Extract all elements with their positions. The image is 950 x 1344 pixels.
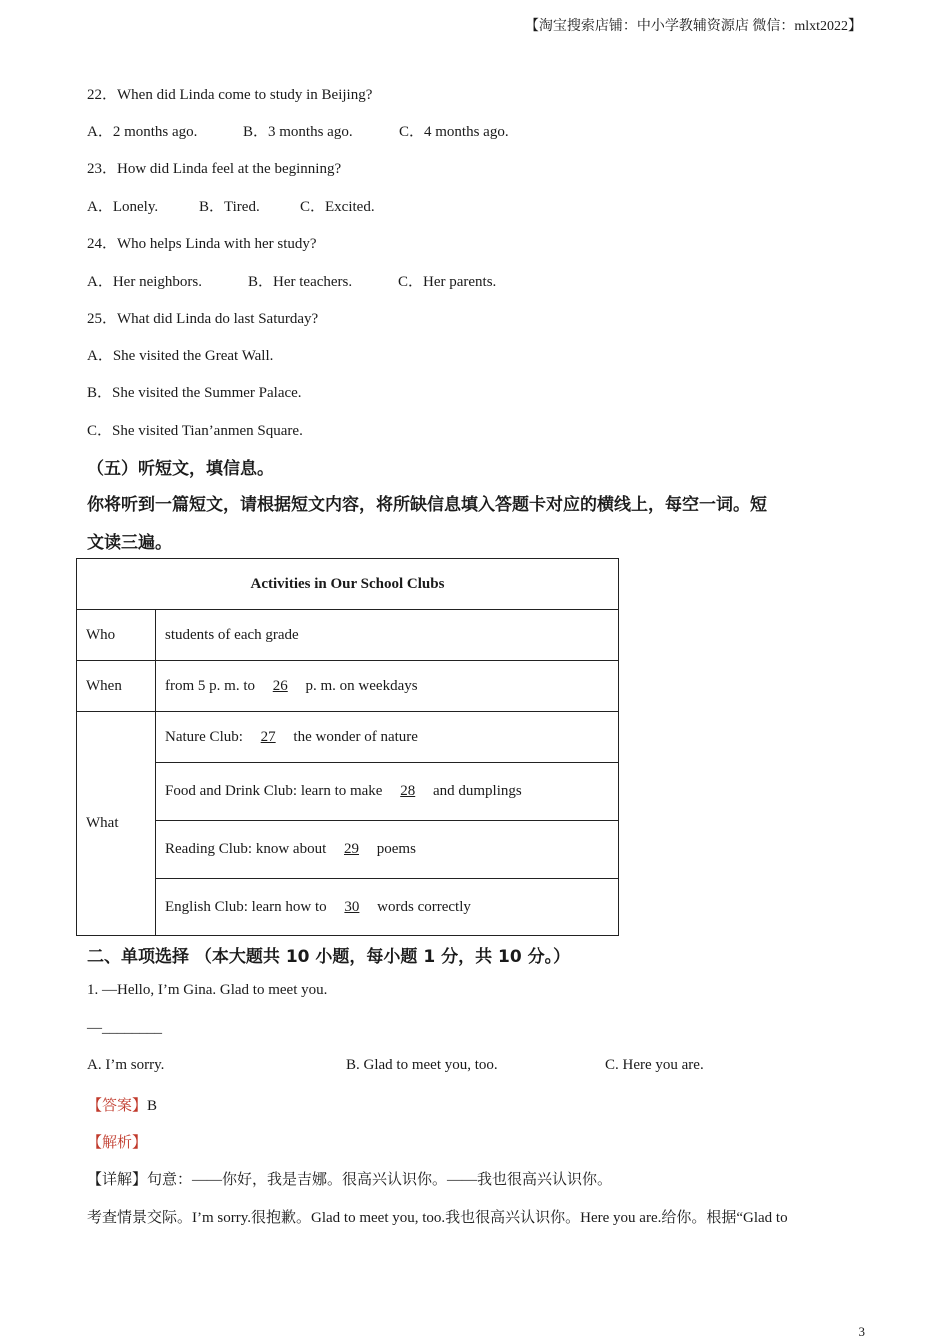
option-b: B．3 months ago. <box>243 124 353 140</box>
what-row-post: poems <box>376 841 416 857</box>
part-2-title: 二、单项选择 （本大题共 10 小题，每小题 1 分，共 10 分。） <box>87 947 571 967</box>
option-c: C．Excited. <box>300 199 375 215</box>
who-label: Who <box>77 610 156 661</box>
page-number: 3 <box>858 1324 865 1339</box>
when-value <box>156 661 619 712</box>
option-c: C．4 months ago. <box>399 124 509 140</box>
clubs-table <box>76 558 619 936</box>
what-row <box>156 712 619 763</box>
blank-26: 26 <box>272 677 288 694</box>
question-1-reply: —________ <box>87 1020 162 1036</box>
option-a: A．Lonely. <box>87 199 159 215</box>
when-post: p. m. on weekdays <box>305 677 418 694</box>
who-value: students of each grade <box>156 610 619 661</box>
question-25-stem: 25．What did Linda do last Saturday? <box>87 311 319 327</box>
what-row-pre: Reading Club: know about <box>165 841 327 857</box>
what-label: What <box>77 712 156 936</box>
question-22-options <box>87 120 509 141</box>
blank-29: 29 <box>344 841 359 857</box>
question-23-options <box>87 195 375 216</box>
blank-28: 28 <box>400 783 416 799</box>
detail-line <box>87 1168 612 1189</box>
option-b: B．Tired. <box>199 199 260 215</box>
what-row-post: and dumplings <box>432 783 522 799</box>
section-5-instruction-1: 你将听到一篇短文，请根据短文内容，将所缺信息填入答题卡对应的横线上，每空一词。短 <box>87 495 767 515</box>
detail-label: 【详解】 <box>87 1172 148 1188</box>
question-1-options <box>87 1057 704 1074</box>
table-title: Activities in Our School Clubs <box>77 559 619 610</box>
question-24-stem: 24．Who helps Linda with her study? <box>87 236 317 252</box>
analysis-label: 【解析】 <box>87 1135 148 1151</box>
detail-text: 句意：——你好，我是吉娜。很高兴认识你。——我也很高兴认识你。 <box>147 1172 613 1188</box>
when-pre: from 5 p. m. to <box>165 677 255 694</box>
question-24-options <box>87 270 496 291</box>
question-25-option-b: B．She visited the Summer Palace. <box>87 385 302 401</box>
when-label: When <box>77 661 156 712</box>
answer-label: 【答案】 <box>87 1098 148 1114</box>
what-row <box>156 763 619 821</box>
what-row-pre: Nature Club: <box>165 728 243 745</box>
what-row-post: words correctly <box>377 898 471 915</box>
option-c: C．Her parents. <box>398 274 497 290</box>
question-22-stem: 22．When did Linda come to study in Beijing? <box>87 87 373 103</box>
header-note: 【淘宝搜索店铺：中小学教辅资源店 微信：mlxt2022】 <box>524 19 862 34</box>
section-5-instruction-2: 文读三遍。 <box>87 533 172 553</box>
what-row <box>156 879 619 936</box>
option-b: B．Her teachers. <box>248 274 353 290</box>
question-25-option-a: A．She visited the Great Wall. <box>87 348 274 364</box>
section-5-title: （五）听短文，填信息。 <box>87 459 274 479</box>
question-1-stem: 1. —Hello, I’m Gina. Glad to meet you. <box>87 982 328 998</box>
option-c: C. Here you are. <box>605 1057 704 1073</box>
explain-text: 考查情景交际。I’m sorry.很抱歉。Glad to meet you, too.我也很高兴认识你。Here you are.给你。根据“Glad to <box>87 1210 788 1226</box>
option-a: A. I’m sorry. <box>87 1057 165 1073</box>
option-b: B. Glad to meet you, too. <box>346 1057 498 1073</box>
answer-value: B <box>147 1098 158 1114</box>
what-row-post: the wonder of nature <box>293 728 418 745</box>
option-a: A．2 months ago. <box>87 124 198 140</box>
option-a: A．Her neighbors. <box>87 274 202 290</box>
blank-30: 30 <box>344 898 360 915</box>
answer-line <box>87 1094 157 1115</box>
question-23-stem: 23．How did Linda feel at the beginning? <box>87 161 342 177</box>
blank-27: 27 <box>260 728 276 745</box>
what-row-pre: English Club: learn how to <box>165 898 327 915</box>
question-25-option-c: C．She visited Tian’anmen Square. <box>87 423 303 439</box>
what-row-pre: Food and Drink Club: learn to make <box>165 783 383 799</box>
what-row <box>156 821 619 879</box>
